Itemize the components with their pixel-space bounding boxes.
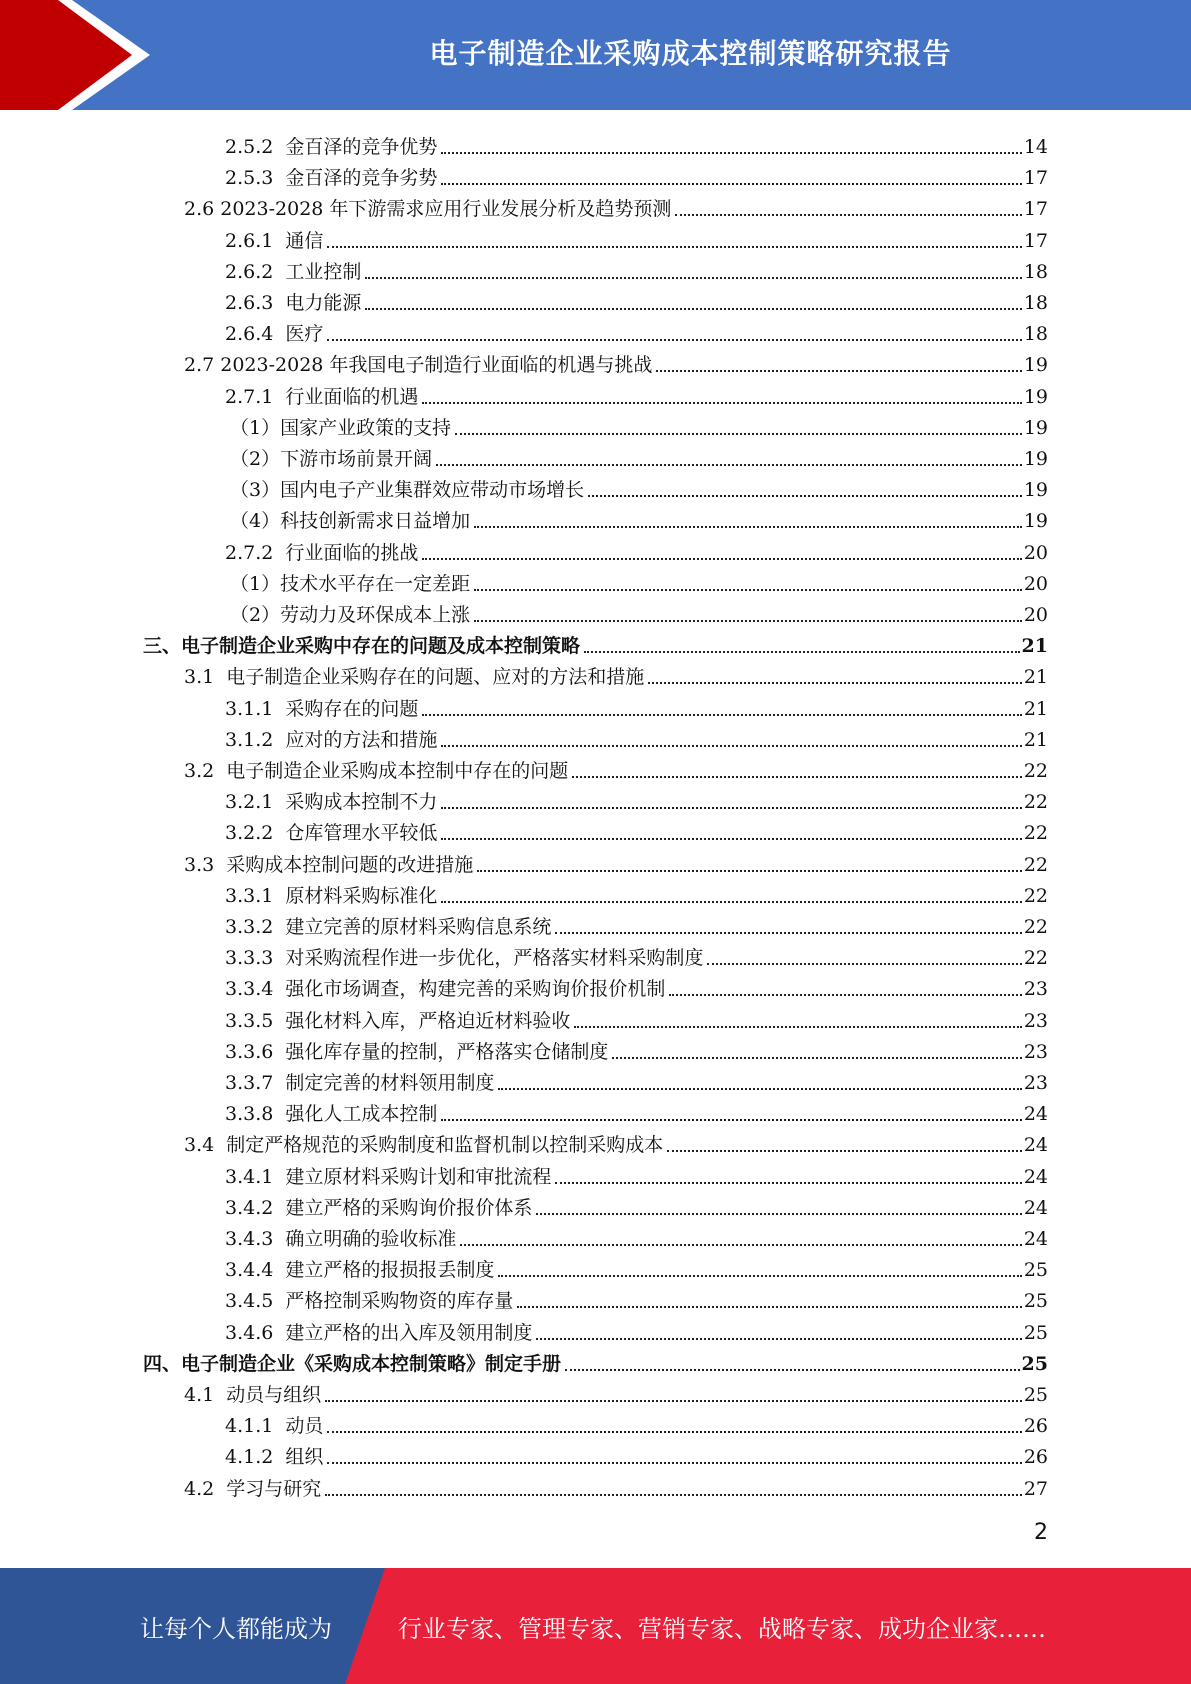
toc-entry-title: 2.6.1 通信 (225, 229, 324, 252)
toc-entry-title: 3.2.1 采购成本控制不力 (225, 791, 438, 814)
toc-entry-page: 18 (1023, 260, 1048, 283)
toc-entry-page: 22 (1023, 791, 1048, 814)
toc-entry-page: 19 (1023, 448, 1048, 470)
toc-leader-dots (325, 1494, 1022, 1496)
toc-entry-page: 18 (1023, 292, 1048, 314)
toc-entry[interactable] (184, 1125, 1048, 1156)
toc-entry-title: 3.1.1 采购存在的问题 (225, 697, 419, 720)
toc-entry-page: 26 (1023, 1446, 1048, 1469)
toc-entry-page: 22 (1023, 760, 1048, 782)
toc-entry[interactable] (225, 969, 1048, 1000)
toc-entry-title: 3.3.1 原材料采购标准化 (225, 884, 438, 907)
toc-entry[interactable] (225, 1219, 1048, 1250)
toc-entry-title: 3.4.3 确立明确的验收标准 (225, 1228, 457, 1250)
toc-entry-title: 3.4 制定严格规范的采购制度和监督机制以控制采购成本 (184, 1134, 664, 1157)
toc-entry[interactable] (143, 1344, 1048, 1375)
toc-leader-dots (474, 526, 1022, 528)
toc-entry-title: 4.1.2 组织 (225, 1446, 324, 1469)
toc-entry-page: 21 (1023, 697, 1048, 720)
toc-leader-dots (422, 558, 1021, 560)
toc-entry-page: 17 (1023, 198, 1048, 221)
toc-leader-dots (574, 1026, 1021, 1028)
toc-leader-dots (441, 183, 1021, 185)
toc-entry[interactable] (225, 127, 1048, 158)
toc-entry-title: 3.4.4 建立严格的报损报丢制度 (225, 1259, 495, 1282)
toc-leader-dots (565, 1369, 1020, 1371)
toc-entry-title: 3.3.2 建立完善的原材料采购信息系统 (225, 916, 552, 938)
toc-leader-dots (365, 277, 1021, 279)
toc-leader-dots (498, 1275, 1021, 1277)
toc-entry[interactable] (225, 907, 1048, 938)
toc-entry[interactable] (230, 439, 1048, 470)
toc-entry[interactable] (225, 1250, 1048, 1281)
toc-entry-title: （3）国内电子产业集群效应带动市场增长 (230, 479, 585, 502)
toc-entry-title: 2.6.4 医疗 (225, 323, 324, 346)
toc-leader-dots (327, 1431, 1021, 1433)
toc-leader-dots (517, 1306, 1021, 1308)
toc-leader-dots (669, 994, 1021, 996)
toc-entry-page: 20 (1023, 604, 1048, 626)
toc-entry-page: 27 (1023, 1477, 1048, 1500)
toc-entry-page: 21 (1023, 728, 1048, 751)
toc-entry-page: 22 (1023, 853, 1048, 876)
toc-leader-dots (648, 682, 1022, 684)
footer-slogan-right: 行业专家、管理专家、营销专家、战略专家、成功企业家…… (398, 1614, 1046, 1643)
toc-entry-page: 17 (1023, 229, 1048, 252)
toc-entry-page: 23 (1023, 978, 1048, 1001)
toc-leader-dots (325, 1400, 1022, 1402)
toc-entry-title: 2.7.1 行业面临的机遇 (225, 385, 419, 408)
toc-entry-title: 2.6.2 工业控制 (225, 260, 362, 283)
toc-entry[interactable] (225, 283, 1048, 314)
toc-entry[interactable] (184, 1469, 1048, 1500)
toc-entry[interactable] (230, 470, 1048, 501)
toc-entry-title: 2.6.3 电力能源 (225, 292, 362, 314)
toc-leader-dots (327, 339, 1021, 341)
toc-entry-title: 3.3.6 强化库存量的控制，严格落实仓储制度 (225, 1040, 609, 1063)
toc-entry[interactable] (225, 1032, 1048, 1063)
toc-entry-title: 3.4.2 建立严格的采购询价报价体系 (225, 1196, 533, 1219)
toc-entry-title: 3.1.2 应对的方法和措施 (225, 728, 438, 751)
toc-entry-page: 26 (1023, 1415, 1048, 1438)
toc-entry[interactable] (225, 252, 1048, 283)
toc-entry-page: 25 (1023, 1290, 1048, 1313)
toc-entry[interactable] (225, 782, 1048, 813)
toc-entry-title: 3.3 采购成本控制问题的改进措施 (184, 853, 474, 876)
toc-entry[interactable] (225, 1094, 1048, 1125)
toc-entry[interactable] (225, 876, 1048, 907)
toc-entry[interactable] (225, 1188, 1048, 1219)
toc-entry[interactable] (225, 314, 1048, 345)
toc-leader-dots (460, 1244, 1021, 1246)
toc-entry-title: （1）技术水平存在一定差距 (230, 572, 471, 595)
toc-entry-title: 3.3.5 强化材料入库，严格迫近材料验收 (225, 1009, 571, 1032)
toc-entry-page: 25 (1023, 1259, 1048, 1282)
toc-entry-page: 20 (1023, 572, 1048, 595)
toc-entry[interactable] (225, 689, 1048, 720)
toc-entry-title: （2）劳动力及环保成本上涨 (230, 604, 471, 626)
toc-entry-title: 2.7.2 行业面临的挑战 (225, 541, 419, 564)
toc-entry-title: 3.3.8 强化人工成本控制 (225, 1103, 438, 1126)
toc-entry-page: 24 (1023, 1103, 1048, 1126)
toc-leader-dots (436, 464, 1022, 466)
toc-entry[interactable] (225, 938, 1048, 969)
toc-entry[interactable] (225, 1313, 1048, 1344)
toc-leader-dots (477, 870, 1022, 872)
toc-entry-page: 25 (1023, 1384, 1048, 1406)
toc-entry-page: 23 (1023, 1072, 1048, 1094)
toc-entry-title: 4.1.1 动员 (225, 1415, 324, 1438)
toc-leader-dots (441, 807, 1021, 809)
toc-leader-dots (327, 246, 1021, 248)
toc-entry-title: 3.3.3 对采购流程作进一步优化，严格落实材料采购制度 (225, 947, 704, 970)
toc-leader-dots (675, 214, 1021, 216)
toc-leader-dots (474, 620, 1022, 622)
toc-entry[interactable] (225, 813, 1048, 844)
toc-entry[interactable] (225, 1437, 1048, 1468)
toc-entry-page: 19 (1023, 385, 1048, 408)
footer-slogan-left: 让每个人都能成为 (140, 1614, 332, 1643)
toc-leader-dots (474, 589, 1022, 591)
toc-entry[interactable] (184, 751, 1048, 782)
toc-entry-page: 24 (1023, 1165, 1048, 1188)
toc-leader-dots (555, 932, 1021, 934)
toc-leader-dots (707, 963, 1021, 965)
toc-entry[interactable] (184, 657, 1048, 688)
toc-entry-page: 22 (1023, 916, 1048, 938)
toc-entry[interactable] (225, 1406, 1048, 1437)
toc-entry-page: 25 (1023, 1321, 1048, 1344)
toc-leader-dots (612, 1057, 1021, 1059)
toc-entry-title: 2.6 2023-2028 年下游需求应用行业发展分析及趋势预测 (184, 198, 672, 221)
toc-entry-title: （4）科技创新需求日益增加 (230, 510, 471, 533)
toc-entry[interactable] (184, 845, 1048, 876)
toc-leader-dots (441, 152, 1021, 154)
toc-entry[interactable] (230, 595, 1048, 626)
header-title: 电子制造企业采购成本控制策略研究报告 (429, 37, 952, 70)
toc-entry[interactable] (225, 377, 1048, 408)
toc-entry-title: 3.4.5 严格控制采购物资的库存量 (225, 1290, 514, 1313)
toc-leader-dots (441, 745, 1021, 747)
toc-entry-page: 23 (1023, 1009, 1048, 1032)
toc-entry-title: 3.4.6 建立严格的出入库及领用制度 (225, 1321, 533, 1344)
toc-leader-dots (455, 433, 1022, 435)
toc-entry-page: 22 (1023, 884, 1048, 907)
toc-entry[interactable] (225, 1281, 1048, 1312)
toc-leader-dots (572, 776, 1022, 778)
toc-entry-title: 3.1 电子制造企业采购存在的问题、应对的方法和措施 (184, 666, 645, 689)
toc-leader-dots (536, 1338, 1021, 1340)
toc-entry-page: 20 (1023, 541, 1048, 564)
toc-entry-page: 24 (1023, 1228, 1048, 1250)
page-number: 2 (1034, 1520, 1048, 1545)
toc-entry[interactable] (143, 626, 1048, 657)
toc-entry[interactable] (225, 1157, 1048, 1188)
toc-entry-title: 2.7 2023-2028 年我国电子制造行业面临的机遇与挑战 (184, 354, 653, 377)
toc-entry[interactable] (184, 345, 1048, 376)
toc-entry-title: （1）国家产业政策的支持 (230, 416, 452, 439)
toc-entry[interactable] (225, 720, 1048, 751)
toc-entry[interactable] (225, 158, 1048, 189)
page-footer (0, 1568, 1191, 1684)
toc-entry-page: 18 (1023, 323, 1048, 346)
toc-entry[interactable] (225, 533, 1048, 564)
toc-entry-title: 3.3.4 强化市场调查，构建完善的采购询价报价机制 (225, 978, 666, 1001)
toc-leader-dots (667, 1150, 1022, 1152)
toc-leader-dots (588, 495, 1022, 497)
toc-entry-page: 23 (1023, 1040, 1048, 1063)
toc-entry-title: 4.2 学习与研究 (184, 1477, 322, 1500)
toc-leader-dots (422, 714, 1021, 716)
toc-entry-title: 3.2.2 仓库管理水平较低 (225, 822, 438, 845)
toc-leader-dots (365, 308, 1021, 310)
toc-entry[interactable] (225, 221, 1048, 252)
toc-entry-title: 三、电子制造企业采购中存在的问题及成本控制策略 (143, 635, 581, 658)
toc-entry[interactable] (230, 564, 1048, 595)
toc-entry-page: 19 (1023, 510, 1048, 533)
toc-entry-page: 19 (1023, 479, 1048, 502)
toc-entry-page: 25 (1021, 1352, 1048, 1375)
page-header (0, 0, 1191, 110)
toc-leader-dots (555, 1182, 1021, 1184)
toc-entry-page: 19 (1023, 354, 1048, 377)
toc-entry[interactable] (230, 501, 1048, 532)
toc-entry-title: （2）下游市场前景开阔 (230, 448, 433, 470)
toc-leader-dots (441, 901, 1021, 903)
toc-entry-title: 3.4.1 建立原材料采购计划和审批流程 (225, 1165, 552, 1188)
toc-entry-title: 4.1 动员与组织 (184, 1384, 322, 1406)
toc-entry-page: 17 (1023, 167, 1048, 190)
toc-entry-page: 21 (1023, 666, 1048, 689)
toc-entry-page: 14 (1023, 136, 1048, 158)
toc-entry-title: 四、电子制造企业《采购成本控制策略》制定手册 (143, 1352, 562, 1375)
toc-entry-page: 21 (1021, 635, 1048, 658)
toc-entry-page: 24 (1023, 1134, 1048, 1157)
toc-leader-dots (656, 370, 1021, 372)
toc-entry-title: 2.5.2 金百泽的竞争优势 (225, 136, 438, 158)
toc-entry[interactable] (184, 1375, 1048, 1406)
toc-entry-title: 2.5.3 金百泽的竞争劣势 (225, 167, 438, 190)
toc-entry-page: 22 (1023, 947, 1048, 970)
toc-entry-page: 24 (1023, 1196, 1048, 1219)
toc-entry-title: 3.2 电子制造企业采购成本控制中存在的问题 (184, 760, 569, 782)
toc-leader-dots (441, 1119, 1021, 1121)
toc-entry[interactable] (225, 1001, 1048, 1032)
toc-entry[interactable] (225, 1063, 1048, 1094)
toc-leader-dots (441, 838, 1021, 840)
toc-leader-dots (498, 1088, 1021, 1090)
header-arrow-icon (0, 0, 160, 110)
toc-leader-dots (327, 1462, 1021, 1464)
toc-entry[interactable] (230, 408, 1048, 439)
toc-entry-title: 3.3.7 制定完善的材料领用制度 (225, 1072, 495, 1094)
toc-entry-page: 22 (1023, 822, 1048, 845)
toc-leader-dots (422, 402, 1021, 404)
toc-entry-page: 19 (1023, 416, 1048, 439)
toc-leader-dots (584, 651, 1020, 653)
toc-entry[interactable] (184, 189, 1048, 220)
toc-leader-dots (536, 1213, 1021, 1215)
